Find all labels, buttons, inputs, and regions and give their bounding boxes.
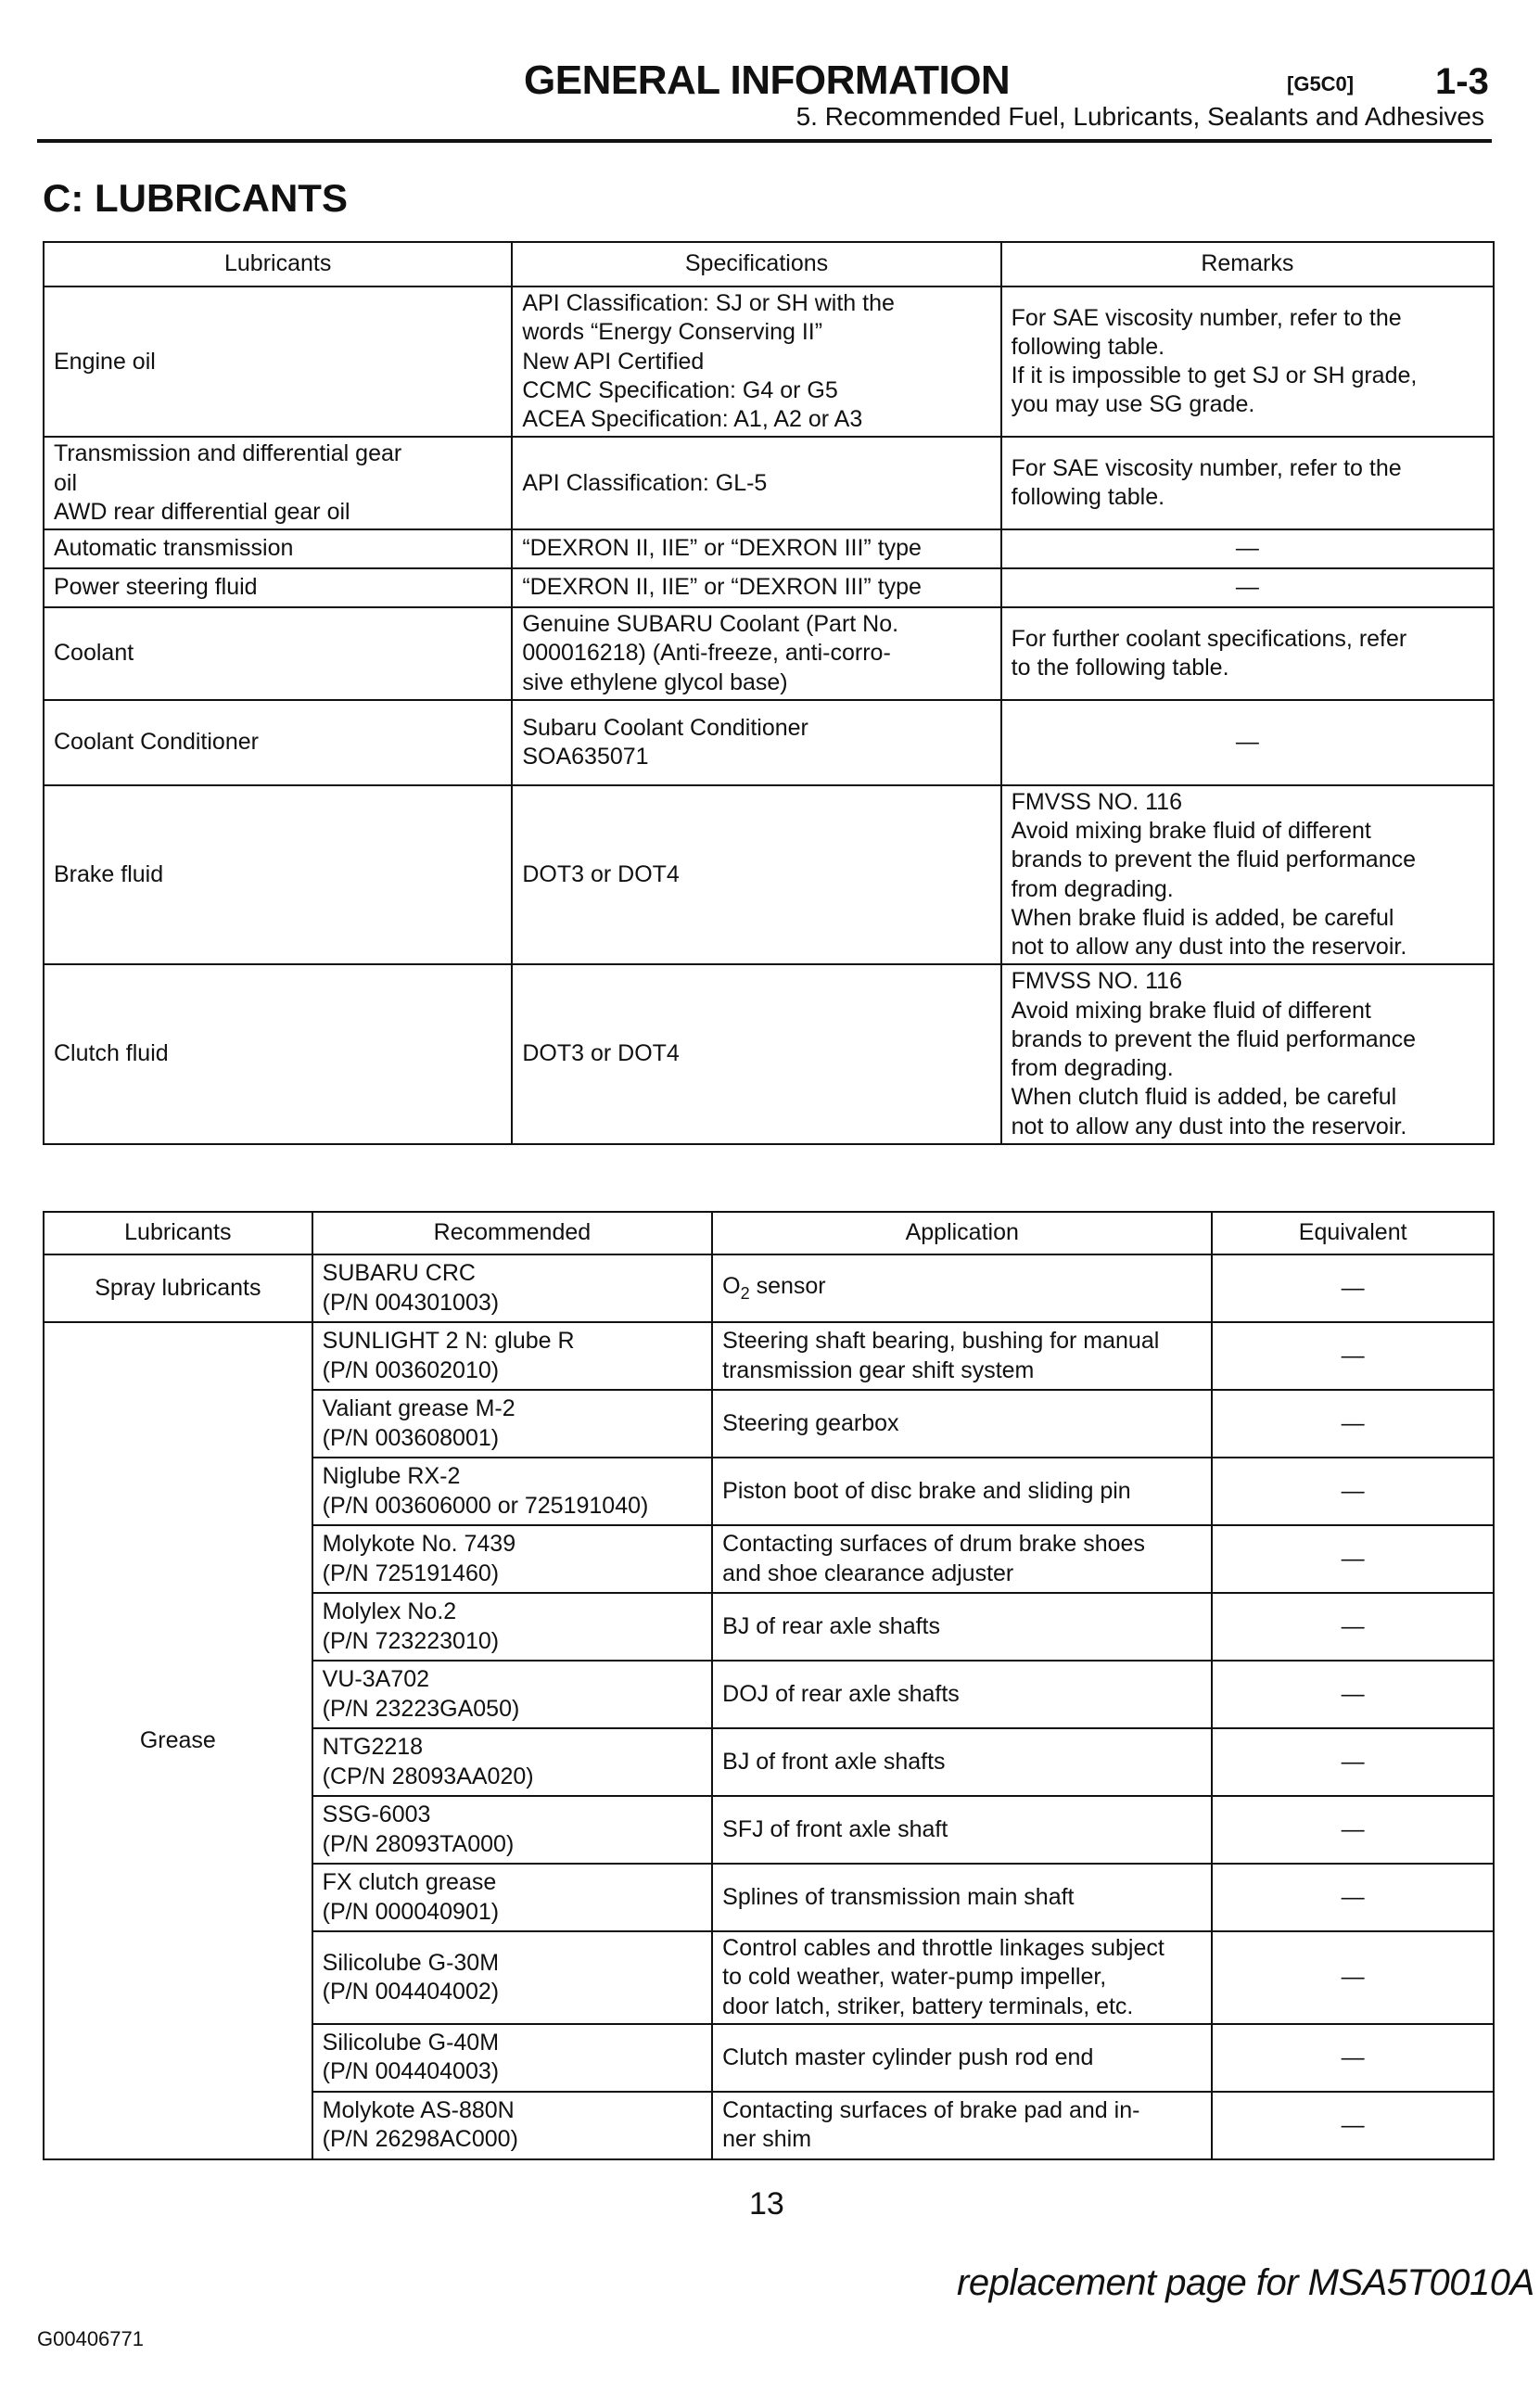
equivalent-cell: — [1212,2092,1494,2159]
recommended-line: (P/N 725191460) [322,1560,500,1586]
section-code: [G5C0] [1287,72,1355,95]
table-row [44,607,1494,700]
recommended-cell [312,1322,712,1390]
table-row [44,529,1494,568]
recommended-line: Niglube RX-2 [322,1463,461,1490]
application-cell [712,1796,1212,1864]
recommended-line: (P/N 28093TA000) [322,1830,515,1857]
table-row [44,1322,1494,1390]
application-cell [712,1525,1212,1593]
equivalent-cell: — [1212,1525,1494,1593]
recommended-line: Molykote No. 7439 [322,1531,516,1558]
remarks-cell [1001,607,1494,700]
recommended-cell [312,1593,712,1661]
recommended-cell [312,2092,712,2159]
recommended-cell [312,1525,712,1593]
specification-line: 000016218) (Anti-freeze, anti-corro- [522,640,891,667]
specification-line: Subaru Coolant Conditioner [522,714,808,741]
application-text: O [722,1273,741,1300]
equivalent-cell: — [1212,1728,1494,1796]
recommended-line: Silicolube G-30M [322,1949,500,1976]
column-header: Lubricants [44,1212,312,1254]
remarks-cell [1001,964,1494,1144]
recommended-line: NTG2218 [322,1734,424,1761]
lubricant-line: Clutch fluid [54,1040,169,1067]
equivalent-cell: — [1212,1593,1494,1661]
column-header: Lubricants [44,242,512,286]
recommended-line: (P/N 003606000 or 725191040) [322,1492,649,1519]
lubricant-cell [44,607,512,700]
specification-line: API Classification: GL-5 [522,469,768,496]
specification-line: DOT3 or DOT4 [522,1040,680,1067]
lubricant-cell [44,437,512,529]
application-line: SFJ of front axle shaft [722,1815,948,1842]
recommended-line: (P/N 004404003) [322,2058,500,2085]
remarks-cell [1001,437,1494,529]
application-line: Steering gearbox [722,1409,899,1436]
application-line: Piston boot of disc brake and sliding pin [722,1477,1131,1504]
recommended-line: SSG-6003 [322,1802,431,1828]
equivalent-cell: — [1212,1390,1494,1458]
lubricant-line: Brake fluid [54,860,164,887]
application-cell [712,1864,1212,1931]
remarks-line: For further coolant specifications, refer [1011,625,1407,652]
recommended-line: Molylex No.2 [322,1598,457,1625]
lubricant-cell [44,700,512,785]
remarks-cell [1001,785,1494,965]
table-row [44,700,1494,785]
application-line: door latch, striker, battery terminals, etc. [722,1993,1134,2019]
recommended-line: SUBARU CRC [322,1260,476,1287]
remarks-line: from degrading. [1011,875,1174,902]
column-header: Equivalent [1212,1212,1494,1254]
lubricant-line: Coolant Conditioner [54,729,259,756]
remarks-line: For SAE viscosity number, refer to the [1011,454,1402,481]
equivalent-cell: — [1212,1864,1494,1931]
specification-line: SOA635071 [522,743,649,770]
lubricant-cell [44,286,512,437]
specification-line: ACEA Specification: A1, A2 or A3 [522,406,863,432]
page-reference: 1-3 [1435,61,1489,102]
lubricant-cell [44,529,512,568]
application-cell [712,1931,1212,2024]
specification-cell [512,964,1000,1144]
lubricant-line: Automatic transmission [54,535,294,562]
recommended-line: (P/N 004301003) [322,1289,500,1316]
application-line: BJ of rear axle shafts [722,1612,940,1639]
application-cell [712,1593,1212,1661]
table-row [44,785,1494,965]
application-cell [712,2024,1212,2092]
specification-cell [512,437,1000,529]
application-cell [712,2092,1212,2159]
specification-cell [512,785,1000,965]
page-subtitle: 5. Recommended Fuel, Lubricants, Sealants and Adhesives [795,102,1484,131]
remarks-cell [1001,700,1494,785]
table-header-row [44,1212,1494,1254]
table-header-row [44,242,1494,286]
recommended-line: (CP/N 28093AA020) [322,1763,534,1789]
recommended-line: (P/N 26298AC000) [322,2126,518,2153]
application-line: transmission gear shift system [722,1356,1035,1383]
table-row [44,286,1494,437]
application-line: Steering shaft bearing, bushing for manual [722,1328,1160,1355]
application-line: to cold weather, water-pump impeller, [722,1964,1107,1991]
lubricants-recommended-table [43,1211,1495,2160]
application-line: Contacting surfaces of drum brake shoes [722,1531,1145,1558]
table-row [44,964,1494,1144]
remarks-cell [1001,568,1494,607]
lubricant-line: AWD rear differential gear oil [54,498,350,525]
recommended-line: Valiant grease M-2 [322,1395,515,1422]
equivalent-cell: — [1212,2024,1494,2092]
equivalent-cell: — [1212,1458,1494,1525]
page-number: 13 [749,2186,784,2222]
recommended-line: (P/N 004404002) [322,1978,500,2005]
recommended-cell [312,1458,712,1525]
recommended-line: FX clutch grease [322,1869,497,1896]
page-title: GENERAL INFORMATION [524,57,1011,103]
replacement-note: replacement page for MSA5T0010A [957,2262,1534,2303]
equivalent-cell: — [1212,1796,1494,1864]
lubricant-type-cell: Grease [44,1322,312,2159]
recommended-line: Silicolube G-40M [322,2030,500,2056]
remarks-line: When brake fluid is added, be careful [1011,904,1394,931]
application-line: Clutch master cylinder push rod end [722,2044,1094,2070]
specification-line: “DEXRON II, IIE” or “DEXRON III” type [522,574,922,601]
recommended-cell [312,1728,712,1796]
specification-cell [512,286,1000,437]
lubricant-line: Coolant [54,640,134,667]
table-row [44,568,1494,607]
equivalent-cell: — [1212,1661,1494,1728]
application-cell [712,1661,1212,1728]
recommended-line: SUNLIGHT 2 N: glube R [322,1328,575,1355]
application-text: sensor [749,1273,826,1300]
equivalent-cell: — [1212,1322,1494,1390]
recommended-cell [312,1254,712,1322]
remarks-line: — [1235,535,1259,562]
recommended-cell [312,1864,712,1931]
remarks-cell [1001,286,1494,437]
specification-cell [512,568,1000,607]
remarks-line: Avoid mixing brake fluid of different [1011,818,1371,844]
application-cell [712,1458,1212,1525]
recommended-cell [312,1661,712,1728]
application-line: ner shim [722,2126,812,2153]
lubricant-line: Engine oil [54,348,156,375]
lubricant-cell [44,964,512,1144]
remarks-line: — [1235,729,1259,756]
remarks-line: If it is impossible to get SJ or SH grade, [1011,363,1418,389]
column-header: Specifications [512,242,1000,286]
specification-cell [512,607,1000,700]
application-line: and shoe clearance adjuster [722,1560,1014,1586]
recommended-line: (P/N 23223GA050) [322,1695,520,1722]
column-header: Recommended [312,1212,712,1254]
specification-line: “DEXRON II, IIE” or “DEXRON III” type [522,535,922,562]
remarks-line: brands to prevent the fluid performance [1011,1025,1417,1052]
remarks-line: brands to prevent the fluid performance [1011,847,1417,873]
application-line: DOJ of rear axle shafts [722,1680,960,1707]
application-line: Splines of transmission main shaft [722,1883,1075,1910]
header-rule [37,139,1492,143]
column-header: Remarks [1001,242,1494,286]
specification-line: CCMC Specification: G4 or G5 [522,376,838,403]
specification-cell [512,529,1000,568]
specification-line: DOT3 or DOT4 [522,860,680,887]
specification-cell [512,700,1000,785]
table-row [44,437,1494,529]
recommended-line: (P/N 723223010) [322,1627,500,1654]
equivalent-cell: — [1212,1254,1494,1322]
recommended-line: VU-3A702 [322,1666,430,1693]
remarks-line: — [1235,574,1259,601]
lubricant-line: Power steering fluid [54,574,258,601]
recommended-cell [312,1796,712,1864]
lubricants-spec-table [43,241,1495,1145]
remarks-line: For SAE viscosity number, refer to the [1011,304,1402,331]
lubricant-line: oil [54,469,78,496]
remarks-line: When clutch fluid is added, be careful [1011,1084,1397,1111]
recommended-cell [312,2024,712,2092]
application-cell [712,1728,1212,1796]
recommended-cell [312,1390,712,1458]
application-cell [712,1322,1212,1390]
specification-line: API Classification: SJ or SH with the [522,290,895,316]
recommended-line: (P/N 003602010) [322,1356,500,1383]
application-line: Control cables and throttle linkages subject [722,1935,1165,1961]
remarks-line: not to allow any dust into the reservoir. [1011,934,1407,960]
application-cell [712,1254,1212,1322]
document-id: G00406771 [37,2327,144,2350]
application-subscript: 2 [740,1284,750,1304]
application-line: Contacting surfaces of brake pad and in- [722,2097,1140,2123]
specification-line: Genuine SUBARU Coolant (Part No. [522,611,899,637]
application-cell [712,1390,1212,1458]
recommended-line: (P/N 000040901) [322,1898,500,1925]
remarks-line: following table. [1011,333,1165,360]
lubricant-line: Transmission and differential gear [54,440,402,467]
table-row [44,1254,1494,1322]
specification-line: New API Certified [522,348,705,375]
recommended-cell [312,1931,712,2024]
lubricant-cell [44,568,512,607]
column-header: Application [712,1212,1212,1254]
remarks-line: from degrading. [1011,1055,1174,1081]
remarks-line: FMVSS NO. 116 [1011,788,1182,815]
specification-line: words “Energy Conserving II” [522,319,823,346]
recommended-line: (P/N 003608001) [322,1424,500,1451]
remarks-line: you may use SG grade. [1011,391,1255,418]
section-title: C: LUBRICANTS [43,176,348,220]
remarks-line: following table. [1011,484,1165,511]
lubricant-type-cell: Spray lubricants [44,1254,312,1322]
remarks-line: not to allow any dust into the reservoir. [1011,1113,1407,1140]
lubricant-cell [44,785,512,965]
equivalent-cell: — [1212,1931,1494,2024]
specification-line: sive ethylene glycol base) [522,668,788,695]
application-line: BJ of front axle shafts [722,1748,946,1775]
remarks-line: FMVSS NO. 116 [1011,968,1182,995]
remarks-cell [1001,529,1494,568]
remarks-line: to the following table. [1011,654,1229,681]
remarks-line: Avoid mixing brake fluid of different [1011,997,1371,1024]
recommended-line: Molykote AS-880N [322,2097,515,2123]
